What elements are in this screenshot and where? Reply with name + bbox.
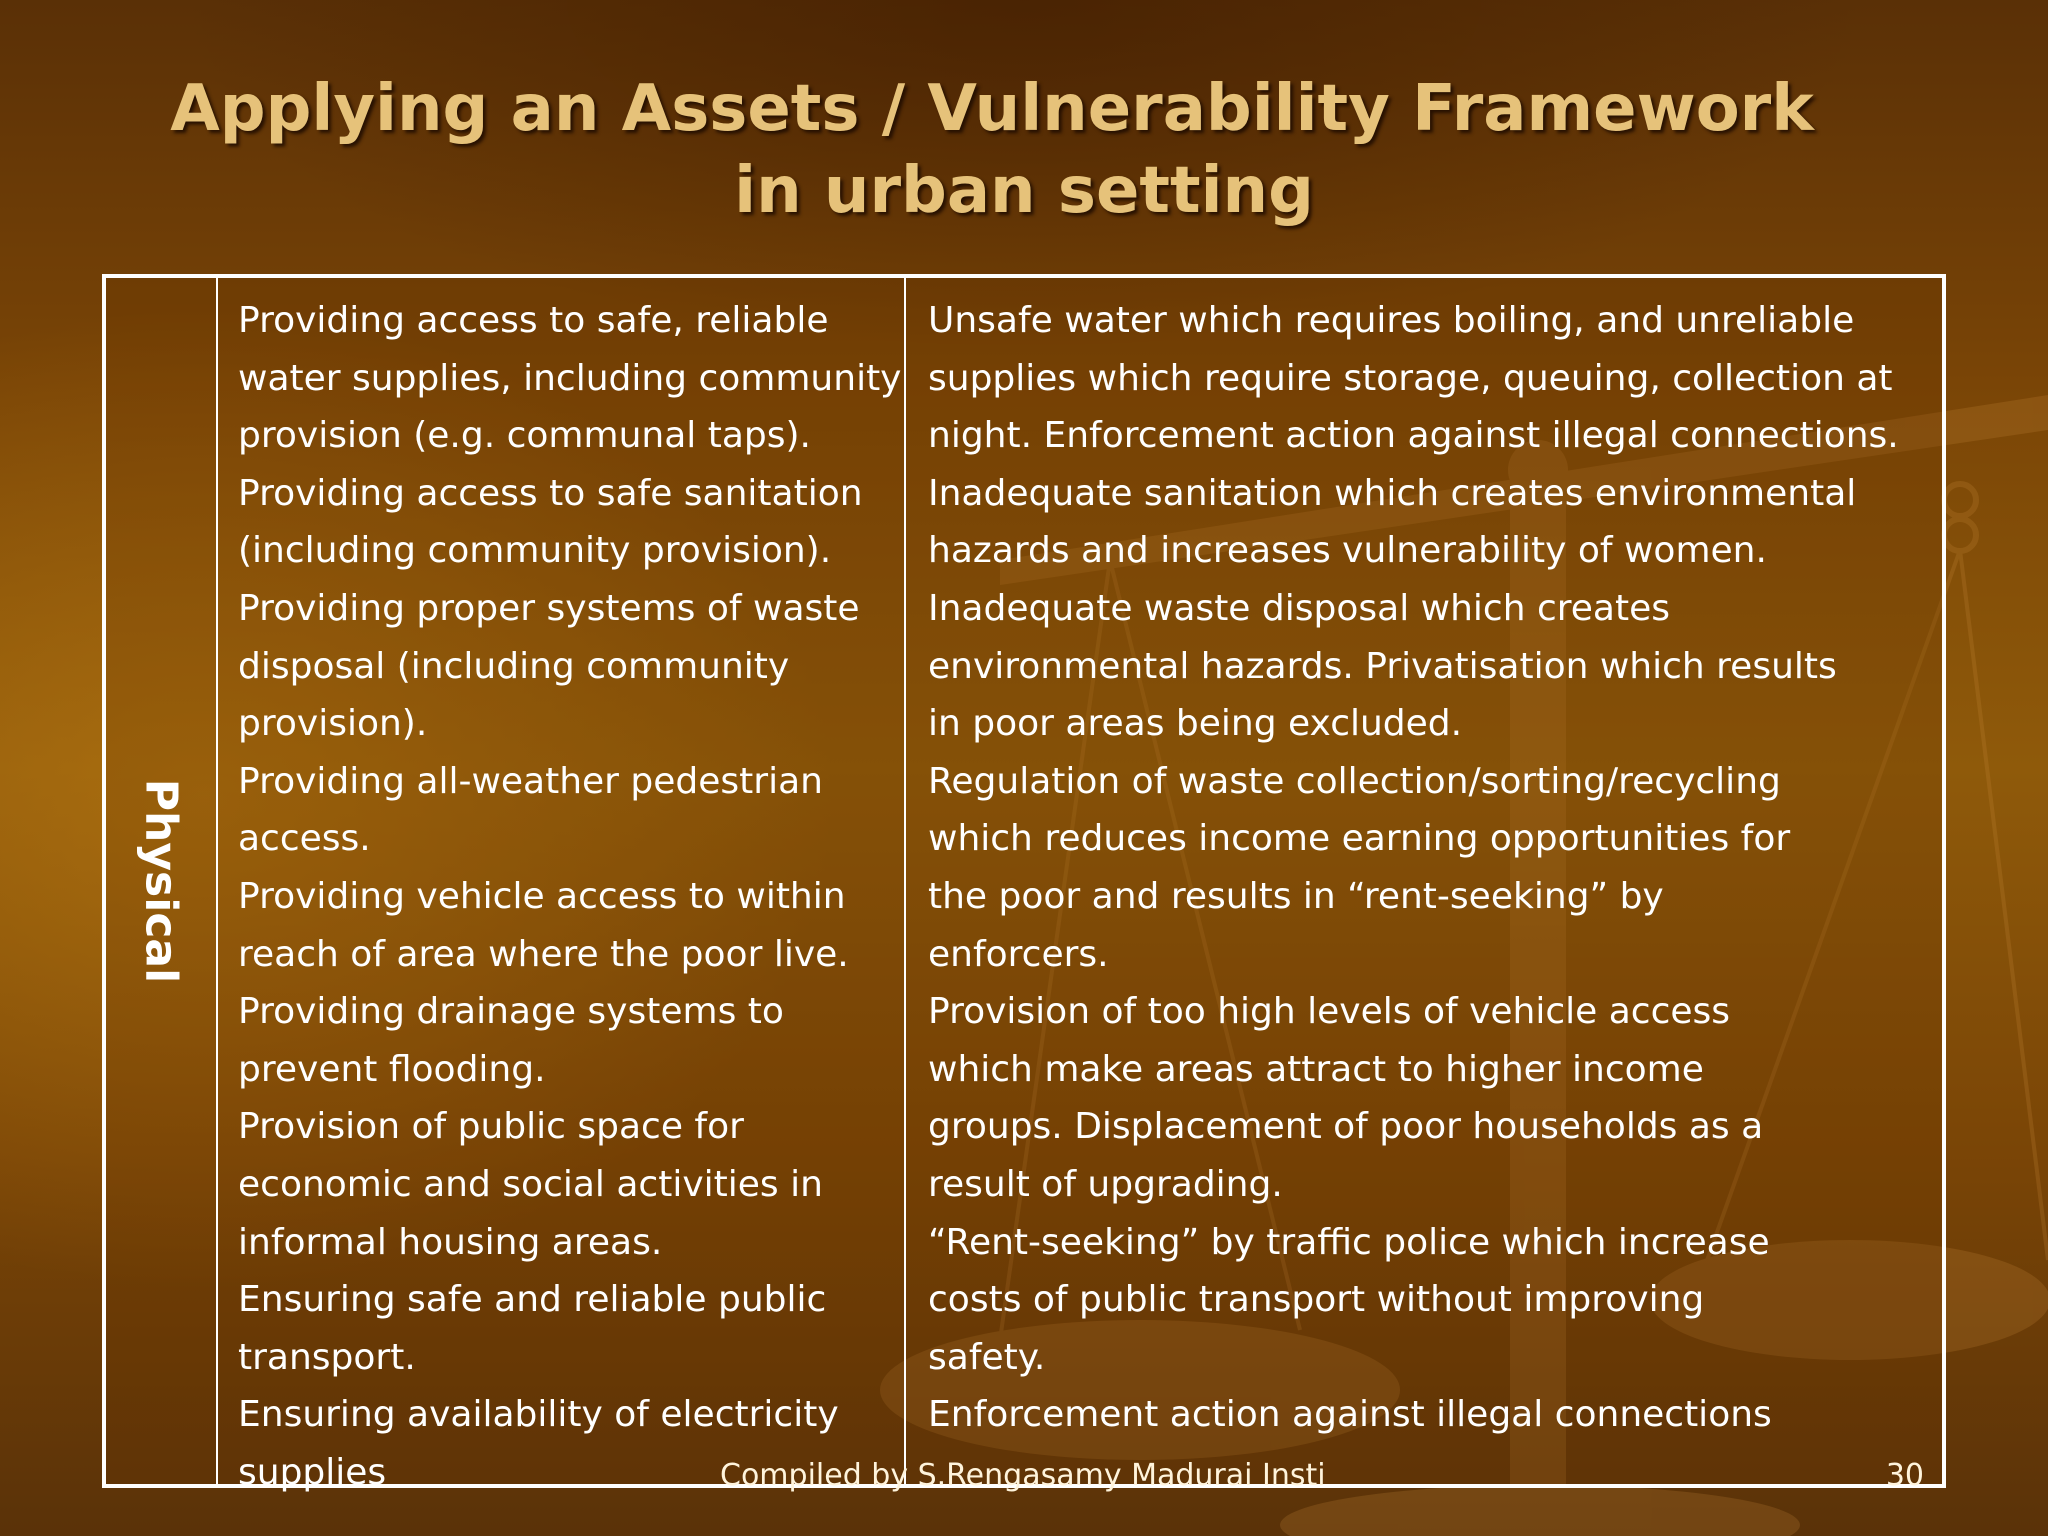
vulnerability-cell (906, 278, 1942, 1484)
framework-table (102, 274, 1946, 1493)
slide-footer: Compiled by S.Rengasamy Madurai Insti (720, 1458, 1326, 1493)
slide-title-line-1: Applying an Assets / Vulnerability Framework (170, 72, 1814, 146)
vulnerability-text: Unsafe water which requires boiling, and unreliable supplies which require storage, queuing, collection at night. Enforcement action against illegal connections. Inadequate sanitation which creates environmental hazards and increases vulnerability of women. Inadequate waste disposal which creates environmental hazards. Privatisation which results in poor areas being excluded. Regulation of waste collection/sorting/recycling which reduces income earning opportunities for the poor and results in “rent-seeking” by enforcers. Provision of too high levels of vehicle access which make areas attract to higher income groups. Displacement of poor households as a result of upgrading. “Rent-seeking” by traffic police which increase costs of public transport without improving safety. Enforcement action against illegal connections (928, 300, 1899, 1436)
slide-title-line-2: in urban setting (734, 154, 1314, 228)
row-label-cell (106, 278, 218, 1484)
row-label-physical: Physical (135, 778, 187, 984)
assets-cell (218, 278, 906, 1493)
assets-text: Providing access to safe, reliable water supplies, including community provision (e.g. communal taps). Providing access to safe sanitation (including community provision). Providing proper systems of waste disposal (including community provision). Providing all-weather pedestrian access. Providing vehicle access to within reach of area where the poor live. Providing drainage systems to prevent flooding. Provision of public space for economic and social activities in informal housing areas. Ensuring safe and reliable public transport. Ensuring availability of electricity supplies (238, 300, 902, 1493)
page-number: 30 (1885, 1458, 1924, 1493)
slide-title (0, 68, 2048, 232)
